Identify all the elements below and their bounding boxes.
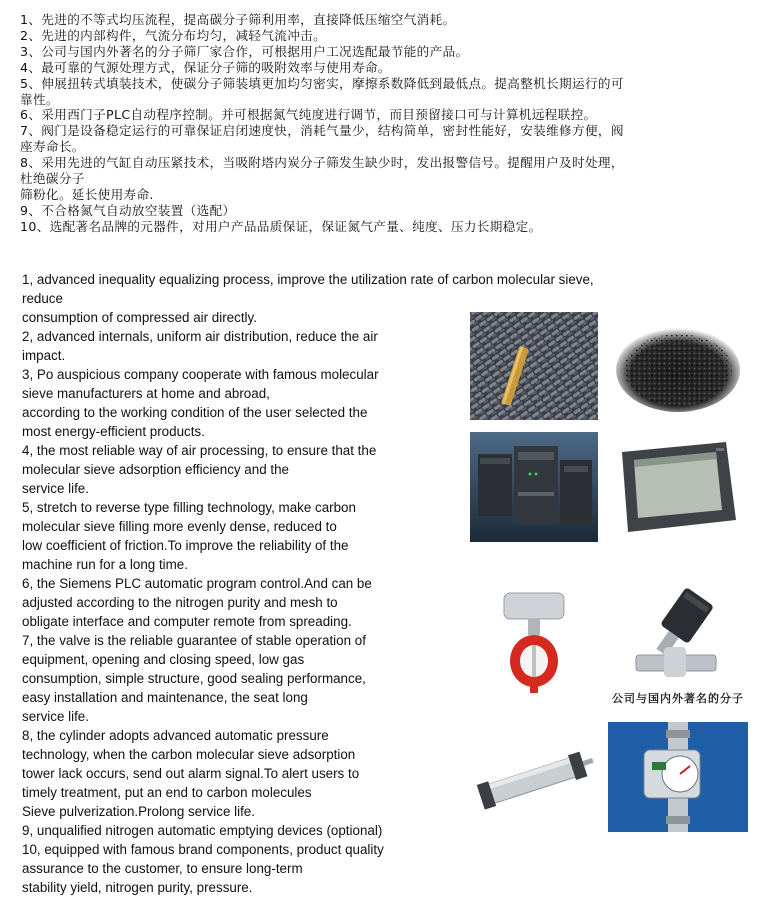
- plc-modules-photo: [470, 432, 598, 542]
- cn-line: 4、最可靠的气源处理方式，保证分子筛的吸附效率与使用寿命。: [20, 59, 391, 75]
- en-line: 3, Po auspicious company cooperate with famous molecular: [22, 367, 379, 382]
- en-line: 1, advanced inequality equalizing process, improve the utilization rate of carbon molecular sieve,: [22, 272, 594, 287]
- en-line: 8, the cylinder adopts advanced automatic pressure: [22, 728, 329, 743]
- hmi-panel-photo: [608, 432, 748, 542]
- en-line: low coefficient of friction.To improve the reliability of the: [22, 538, 349, 553]
- en-line: 2, advanced internals, uniform air distribution, reduce the air: [22, 329, 378, 344]
- en-line: consumption, simple structure, good sealing performance,: [22, 671, 366, 686]
- en-line: 9, unqualified nitrogen automatic emptying devices (optional): [22, 823, 383, 838]
- cn-line: 杜绝碳分子: [20, 171, 85, 187]
- cn-line: 1、先进的不等式均压流程，提高碳分子筛利用率，直接降低压缩空气消耗。: [20, 12, 456, 27]
- cn-line: 2、先进的内部构件，气流分布均匀，减轻气流冲击。: [20, 27, 327, 43]
- en-line: sieve manufacturers at home and abroad,: [22, 386, 270, 401]
- cn-line: 7、阀门是设备稳定运行的可靠保证启闭速度快，消耗气量少，结构简单，密封性能好，安装维修方便，阀: [20, 123, 624, 139]
- butterfly-valve-photo: [470, 585, 598, 695]
- cn-line: 靠性。: [20, 91, 59, 107]
- en-line: molecular sieve adsorption efficiency and the: [22, 462, 289, 477]
- en-line: technology, when the carbon molecular sieve adsorption: [22, 747, 356, 762]
- air-cylinder-photo: [470, 722, 598, 832]
- en-line: service life.: [22, 709, 89, 724]
- en-line: assurance to the customer, to ensure long-term: [22, 861, 303, 876]
- en-line: according to the working condition of the user selected the: [22, 405, 368, 420]
- en-line: stability yield, nitrogen purity, pressure.: [22, 880, 253, 895]
- en-line: consumption of compressed air directly.: [22, 310, 257, 325]
- en-line: molecular sieve filling more evenly dense, reduced to: [22, 519, 337, 534]
- chinese-feature-list: [20, 12, 748, 235]
- en-line: adjusted according to the nitrogen purity and mesh to: [22, 595, 338, 610]
- en-line: 4, the most reliable way of air processing, to ensure that the: [22, 443, 377, 458]
- en-line: 5, stretch to reverse type filling technology, make carbon: [22, 500, 356, 515]
- en-line: timely treatment, put an end to carbon molecules: [22, 785, 312, 800]
- en-line: tower lack occurs, send out alarm signal.To alert users to: [22, 766, 360, 781]
- carbon-pellets-photo: [470, 312, 598, 420]
- en-line: easy installation and maintenance, the seat long: [22, 690, 308, 705]
- en-line: Sieve pulverization.Prolong service life.: [22, 804, 255, 819]
- carbon-granules-photo: [608, 312, 748, 420]
- en-line: service life.: [22, 481, 89, 496]
- en-line: impact.: [22, 348, 66, 363]
- en-line: 7, the valve is the reliable guarantee of stable operation of: [22, 633, 366, 648]
- en-line: equipment, opening and closing speed, low gas: [22, 652, 305, 667]
- cn-line: 5、伸展扭转式填装技术，使碳分子筛装填更加均匀密实，摩擦系数降低到最低点。提高整机长期运行的可: [20, 75, 624, 91]
- cn-line: 8、采用先进的气缸自动压紧技术，当吸附塔内炭分子筛发生缺少时，发出报警信号。提醒用户及时处理，: [20, 155, 624, 171]
- cn-line: 10、选配著名品牌的元器件，对用户产品品质保证，保证氮气产量、纯度、压力长期稳定。: [20, 218, 542, 234]
- cn-line: 9、不合格氮气自动放空装置（选配）: [20, 202, 236, 218]
- en-line: 6, the Siemens PLC automatic program control.And can be: [22, 576, 372, 591]
- angle-seat-valve-photo: [608, 585, 748, 693]
- en-line: machine run for a long time.: [22, 557, 188, 572]
- cn-line: 3、公司与国内外著名的分子筛厂家合作，可根据用户工况选配最节能的产品。: [20, 43, 469, 59]
- flowmeter-photo: [608, 722, 748, 832]
- cn-line: 6、采用西门子PLC自动程序控制。并可根据氮气纯度进行调节，而目预留接口可与计算机远程联控。: [20, 107, 597, 123]
- en-line: 10, equipped with famous brand components, product quality: [22, 842, 384, 857]
- image-caption: 公司与国内外著名的分子: [612, 692, 744, 705]
- en-line: most energy-efficient products.: [22, 424, 205, 439]
- en-line: obligate interface and computer remote from spreading.: [22, 614, 352, 629]
- cn-line: 筛粉化。延长使用寿命.: [20, 186, 154, 202]
- cn-line: 座寿命长。: [20, 139, 85, 155]
- en-line: reduce: [22, 291, 63, 306]
